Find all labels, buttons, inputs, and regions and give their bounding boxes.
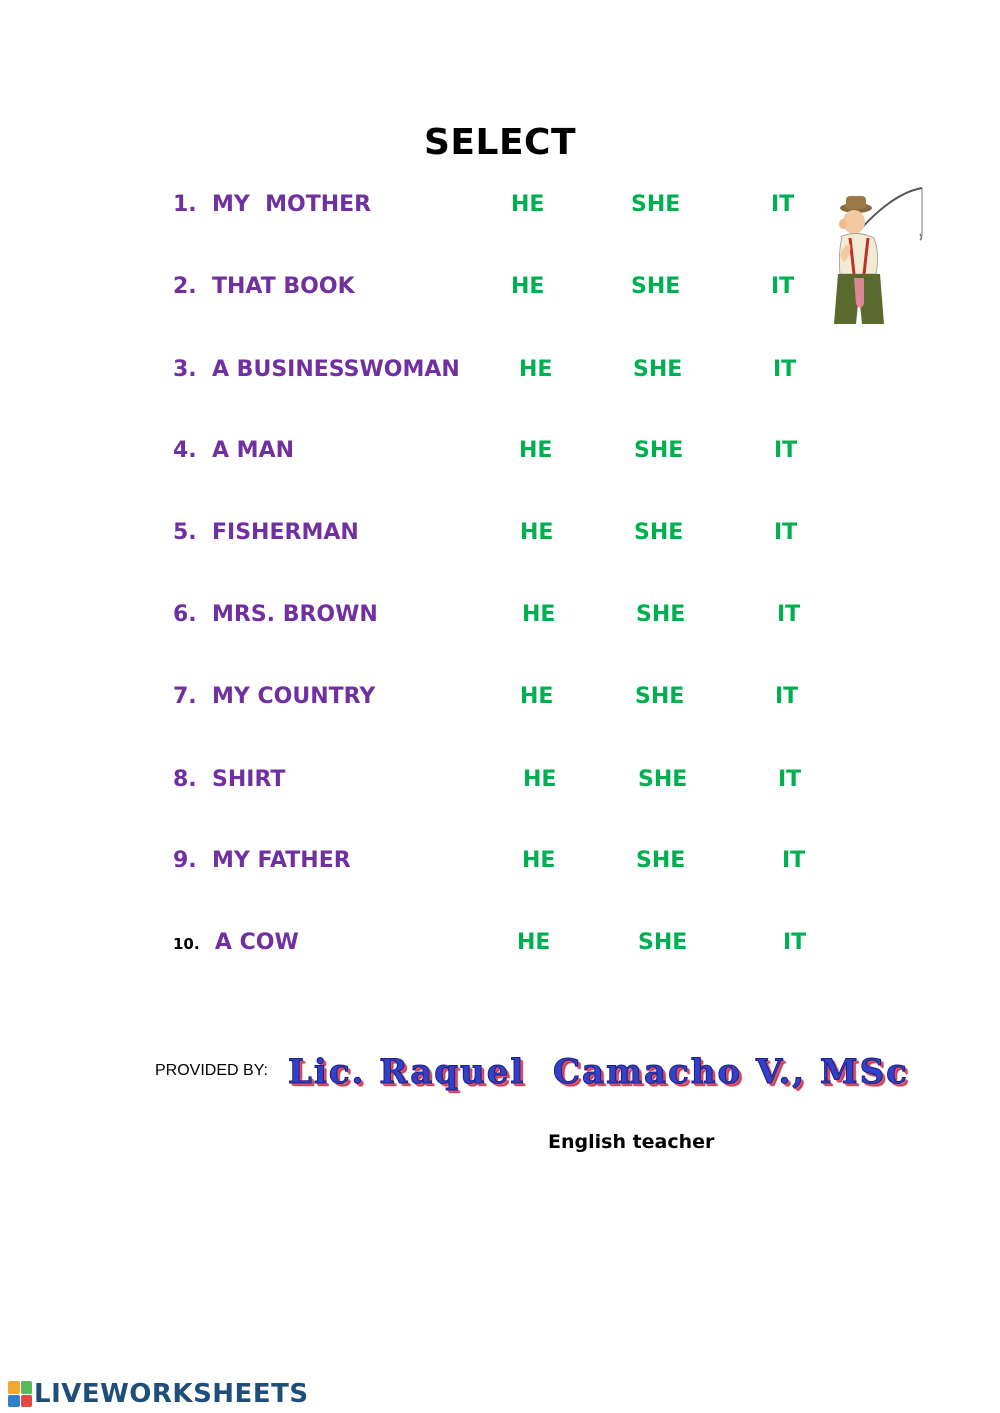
question-prompt (173, 520, 359, 545)
question-row (0, 520, 1000, 556)
option-she[interactable]: SHE (634, 520, 684, 545)
question-prompt (173, 930, 299, 955)
question-prompt (173, 192, 371, 217)
question-number: 3. (173, 357, 197, 382)
question-prompt (173, 438, 294, 463)
question-number: 10. (173, 935, 200, 953)
brand-name: LIVEWORKSHEETS (34, 1379, 309, 1409)
question-text: A COW (214, 930, 299, 955)
question-row (0, 602, 1000, 638)
question-number: 7. (173, 684, 197, 709)
option-he[interactable]: HE (519, 438, 553, 463)
question-number: 6. (173, 602, 197, 627)
logo-blocks-icon (8, 1381, 32, 1407)
option-he[interactable]: HE (517, 930, 551, 955)
question-text: MRS. BROWN (212, 602, 378, 627)
question-prompt (173, 684, 375, 709)
option-she[interactable]: SHE (631, 274, 681, 299)
provided-by-label: PROVIDED BY: (155, 1062, 268, 1079)
question-row (0, 930, 1000, 966)
option-he[interactable]: HE (522, 602, 556, 627)
question-text: MY FATHER (212, 848, 351, 873)
question-text: THAT BOOK (212, 274, 355, 299)
question-text: A BUSINESSWOMAN (212, 357, 460, 382)
option-he[interactable]: HE (520, 684, 554, 709)
option-she[interactable]: SHE (638, 767, 688, 792)
question-number: 2. (173, 274, 197, 299)
option-it[interactable]: IT (774, 438, 798, 463)
liveworksheets-logo (8, 1378, 309, 1410)
question-prompt (173, 848, 351, 873)
option-she[interactable]: SHE (636, 602, 686, 627)
question-text: FISHERMAN (212, 520, 359, 545)
option-he[interactable]: HE (523, 767, 557, 792)
page-title: SELECT (423, 122, 577, 163)
author-role: English teacher (548, 1131, 715, 1153)
option-she[interactable]: SHE (638, 930, 688, 955)
question-row (0, 438, 1000, 474)
option-it[interactable]: IT (773, 357, 797, 382)
option-it[interactable]: IT (774, 520, 798, 545)
fisherman-illustration (828, 184, 926, 326)
option-it[interactable]: IT (771, 192, 795, 217)
option-it[interactable]: IT (782, 848, 806, 873)
question-row (0, 357, 1000, 393)
option-he[interactable]: HE (519, 357, 553, 382)
question-number: 4. (173, 438, 197, 463)
question-row (0, 684, 1000, 720)
option-it[interactable]: IT (777, 602, 801, 627)
question-number: 8. (173, 767, 197, 792)
question-prompt (173, 357, 460, 382)
option-he[interactable]: HE (511, 192, 545, 217)
question-number: 5. (173, 520, 197, 545)
option-he[interactable]: HE (522, 848, 556, 873)
option-she[interactable]: SHE (635, 684, 685, 709)
question-number: 9. (173, 848, 197, 873)
option-he[interactable]: HE (520, 520, 554, 545)
option-it[interactable]: IT (783, 930, 807, 955)
option-it[interactable]: IT (771, 274, 795, 299)
question-prompt (173, 274, 355, 299)
question-text: A MAN (212, 438, 295, 463)
question-text: SHIRT (212, 767, 286, 792)
option-she[interactable]: SHE (633, 357, 683, 382)
question-text: MY MOTHER (212, 192, 372, 217)
author-name: Lic. Raquel Camacho V., MSc (288, 1052, 909, 1092)
question-text: MY COUNTRY (212, 684, 376, 709)
question-row (0, 848, 1000, 884)
question-prompt (173, 602, 378, 627)
option-she[interactable]: SHE (636, 848, 686, 873)
question-row (0, 767, 1000, 803)
option-it[interactable]: IT (775, 684, 799, 709)
question-prompt (173, 767, 285, 792)
question-number: 1. (173, 192, 197, 217)
option-she[interactable]: SHE (631, 192, 681, 217)
option-he[interactable]: HE (511, 274, 545, 299)
option-she[interactable]: SHE (634, 438, 684, 463)
option-it[interactable]: IT (778, 767, 802, 792)
